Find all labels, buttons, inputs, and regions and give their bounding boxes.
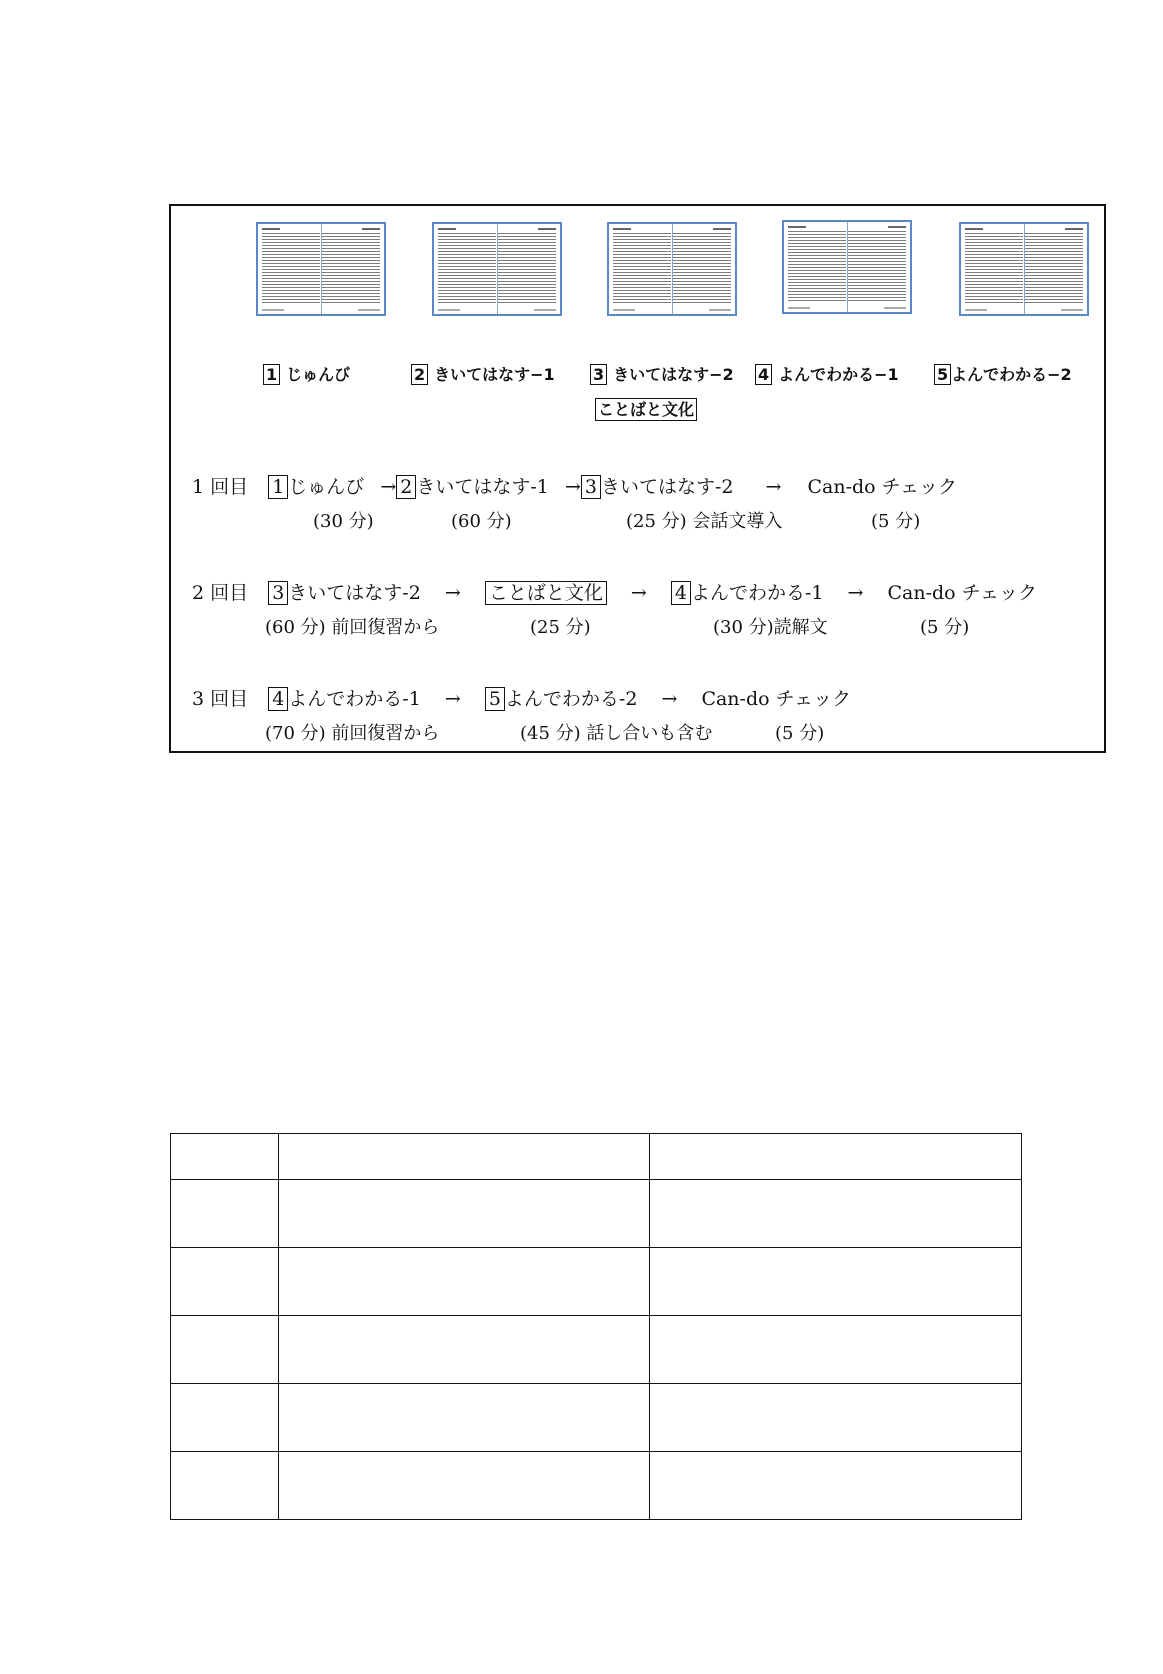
step-number-box: 2 — [396, 475, 416, 499]
record-table — [170, 1133, 1022, 1520]
table-cell — [278, 1316, 650, 1384]
table-cell — [278, 1248, 650, 1316]
step-number-box: 1 — [268, 475, 288, 499]
table-cell — [650, 1452, 1022, 1520]
unit-number: 1 — [263, 364, 280, 385]
lesson-2-steps — [192, 578, 1037, 605]
table-row — [171, 1248, 1022, 1316]
step-title: よんでわかる-1 — [690, 582, 824, 604]
arrow: → — [765, 476, 782, 498]
duration-note: (60 分) 前回復習から — [265, 617, 440, 638]
table-cell — [171, 1180, 279, 1248]
table-cell — [650, 1248, 1022, 1316]
duration-note: (70 分) 前回復習から — [265, 723, 440, 744]
unit-number: 2 — [411, 364, 428, 385]
duration-note: (5 分) — [775, 723, 825, 744]
arrow: → — [847, 582, 864, 604]
unit-label-4 — [755, 362, 899, 385]
spread-thumbnail-2 — [432, 222, 562, 316]
arrow: → — [444, 688, 461, 710]
lesson-3-steps — [192, 684, 851, 711]
step-number-box: 5 — [485, 687, 505, 711]
table-cell — [278, 1134, 650, 1180]
table-cell — [278, 1384, 650, 1452]
lesson-1-notes — [0, 507, 1163, 533]
step-title: よんでわかる-1 — [288, 688, 421, 710]
culture-box: ことばと文化 — [485, 581, 607, 605]
unit-label-3 — [590, 362, 734, 385]
step-number-box: 3 — [268, 581, 288, 605]
culture-label: ことばと文化 — [595, 398, 697, 421]
table-cell — [650, 1384, 1022, 1452]
cando-check: Can-do チェック — [807, 476, 958, 498]
duration-note: (30 分) — [313, 511, 374, 532]
unit-label-1 — [263, 362, 350, 385]
table-cell — [650, 1134, 1022, 1180]
duration-note: (25 分) — [530, 617, 591, 638]
arrow: → — [564, 476, 581, 498]
table-header-row — [171, 1134, 1022, 1180]
spread-thumbnail-1 — [256, 222, 386, 316]
table-row — [171, 1452, 1022, 1520]
step-number-box: 4 — [671, 581, 691, 605]
step-title: きいてはなす-2 — [288, 582, 421, 604]
unit-title: じゅんび — [286, 365, 351, 384]
step-title: きいてはなす-1 — [416, 476, 549, 498]
spread-thumbnail-3 — [607, 222, 737, 316]
table-cell — [171, 1452, 279, 1520]
unit-number: 5 — [934, 364, 951, 385]
arrow: → — [380, 476, 397, 498]
cando-check: Can-do チェック — [701, 688, 852, 710]
spread-thumbnail-5 — [959, 222, 1089, 316]
unit-title: きいてはなす−1 — [434, 365, 555, 384]
table-cell — [278, 1452, 650, 1520]
lesson-1-steps — [192, 472, 957, 499]
table-row — [171, 1384, 1022, 1452]
step-number-box: 3 — [581, 475, 601, 499]
lesson-label: 2 回目 — [192, 582, 249, 604]
step-number-box: 4 — [268, 687, 288, 711]
table-row — [171, 1316, 1022, 1384]
unit-title: きいてはなす−2 — [613, 365, 734, 384]
lesson-label: 1 回目 — [192, 476, 249, 498]
unit-number: 4 — [755, 364, 772, 385]
lesson-3-notes — [0, 719, 1163, 745]
unit-label-2 — [411, 362, 555, 385]
table-cell — [171, 1134, 279, 1180]
unit-label-5 — [934, 362, 1072, 385]
step-title: きいてはなす-2 — [600, 476, 734, 498]
table-cell — [650, 1180, 1022, 1248]
duration-note: (5 分) — [871, 511, 921, 532]
table-cell — [171, 1384, 279, 1452]
unit-number: 3 — [590, 364, 607, 385]
duration-note: (45 分) 話し合いも含む — [520, 723, 713, 744]
step-title: よんでわかる-2 — [504, 688, 638, 710]
cando-check: Can-do チェック — [887, 582, 1038, 604]
unit-title: よんでわかる−2 — [951, 365, 1072, 384]
duration-note: (5 分) — [920, 617, 970, 638]
arrow: → — [630, 582, 647, 604]
lesson-label: 3 回目 — [192, 688, 249, 710]
table-row — [171, 1180, 1022, 1248]
lesson-2-notes — [0, 613, 1163, 639]
table-cell — [278, 1180, 650, 1248]
table-cell — [171, 1316, 279, 1384]
duration-note: (60 分) — [451, 511, 512, 532]
unit-title: よんでわかる−1 — [778, 365, 899, 384]
duration-note: (30 分)読解文 — [713, 617, 828, 638]
table-cell — [171, 1248, 279, 1316]
arrow: → — [661, 688, 678, 710]
spread-thumbnail-4 — [782, 220, 912, 314]
arrow: → — [444, 582, 461, 604]
duration-note: (25 分) 会話文導入 — [626, 511, 783, 532]
step-title: じゅんび — [288, 476, 365, 498]
table-cell — [650, 1316, 1022, 1384]
